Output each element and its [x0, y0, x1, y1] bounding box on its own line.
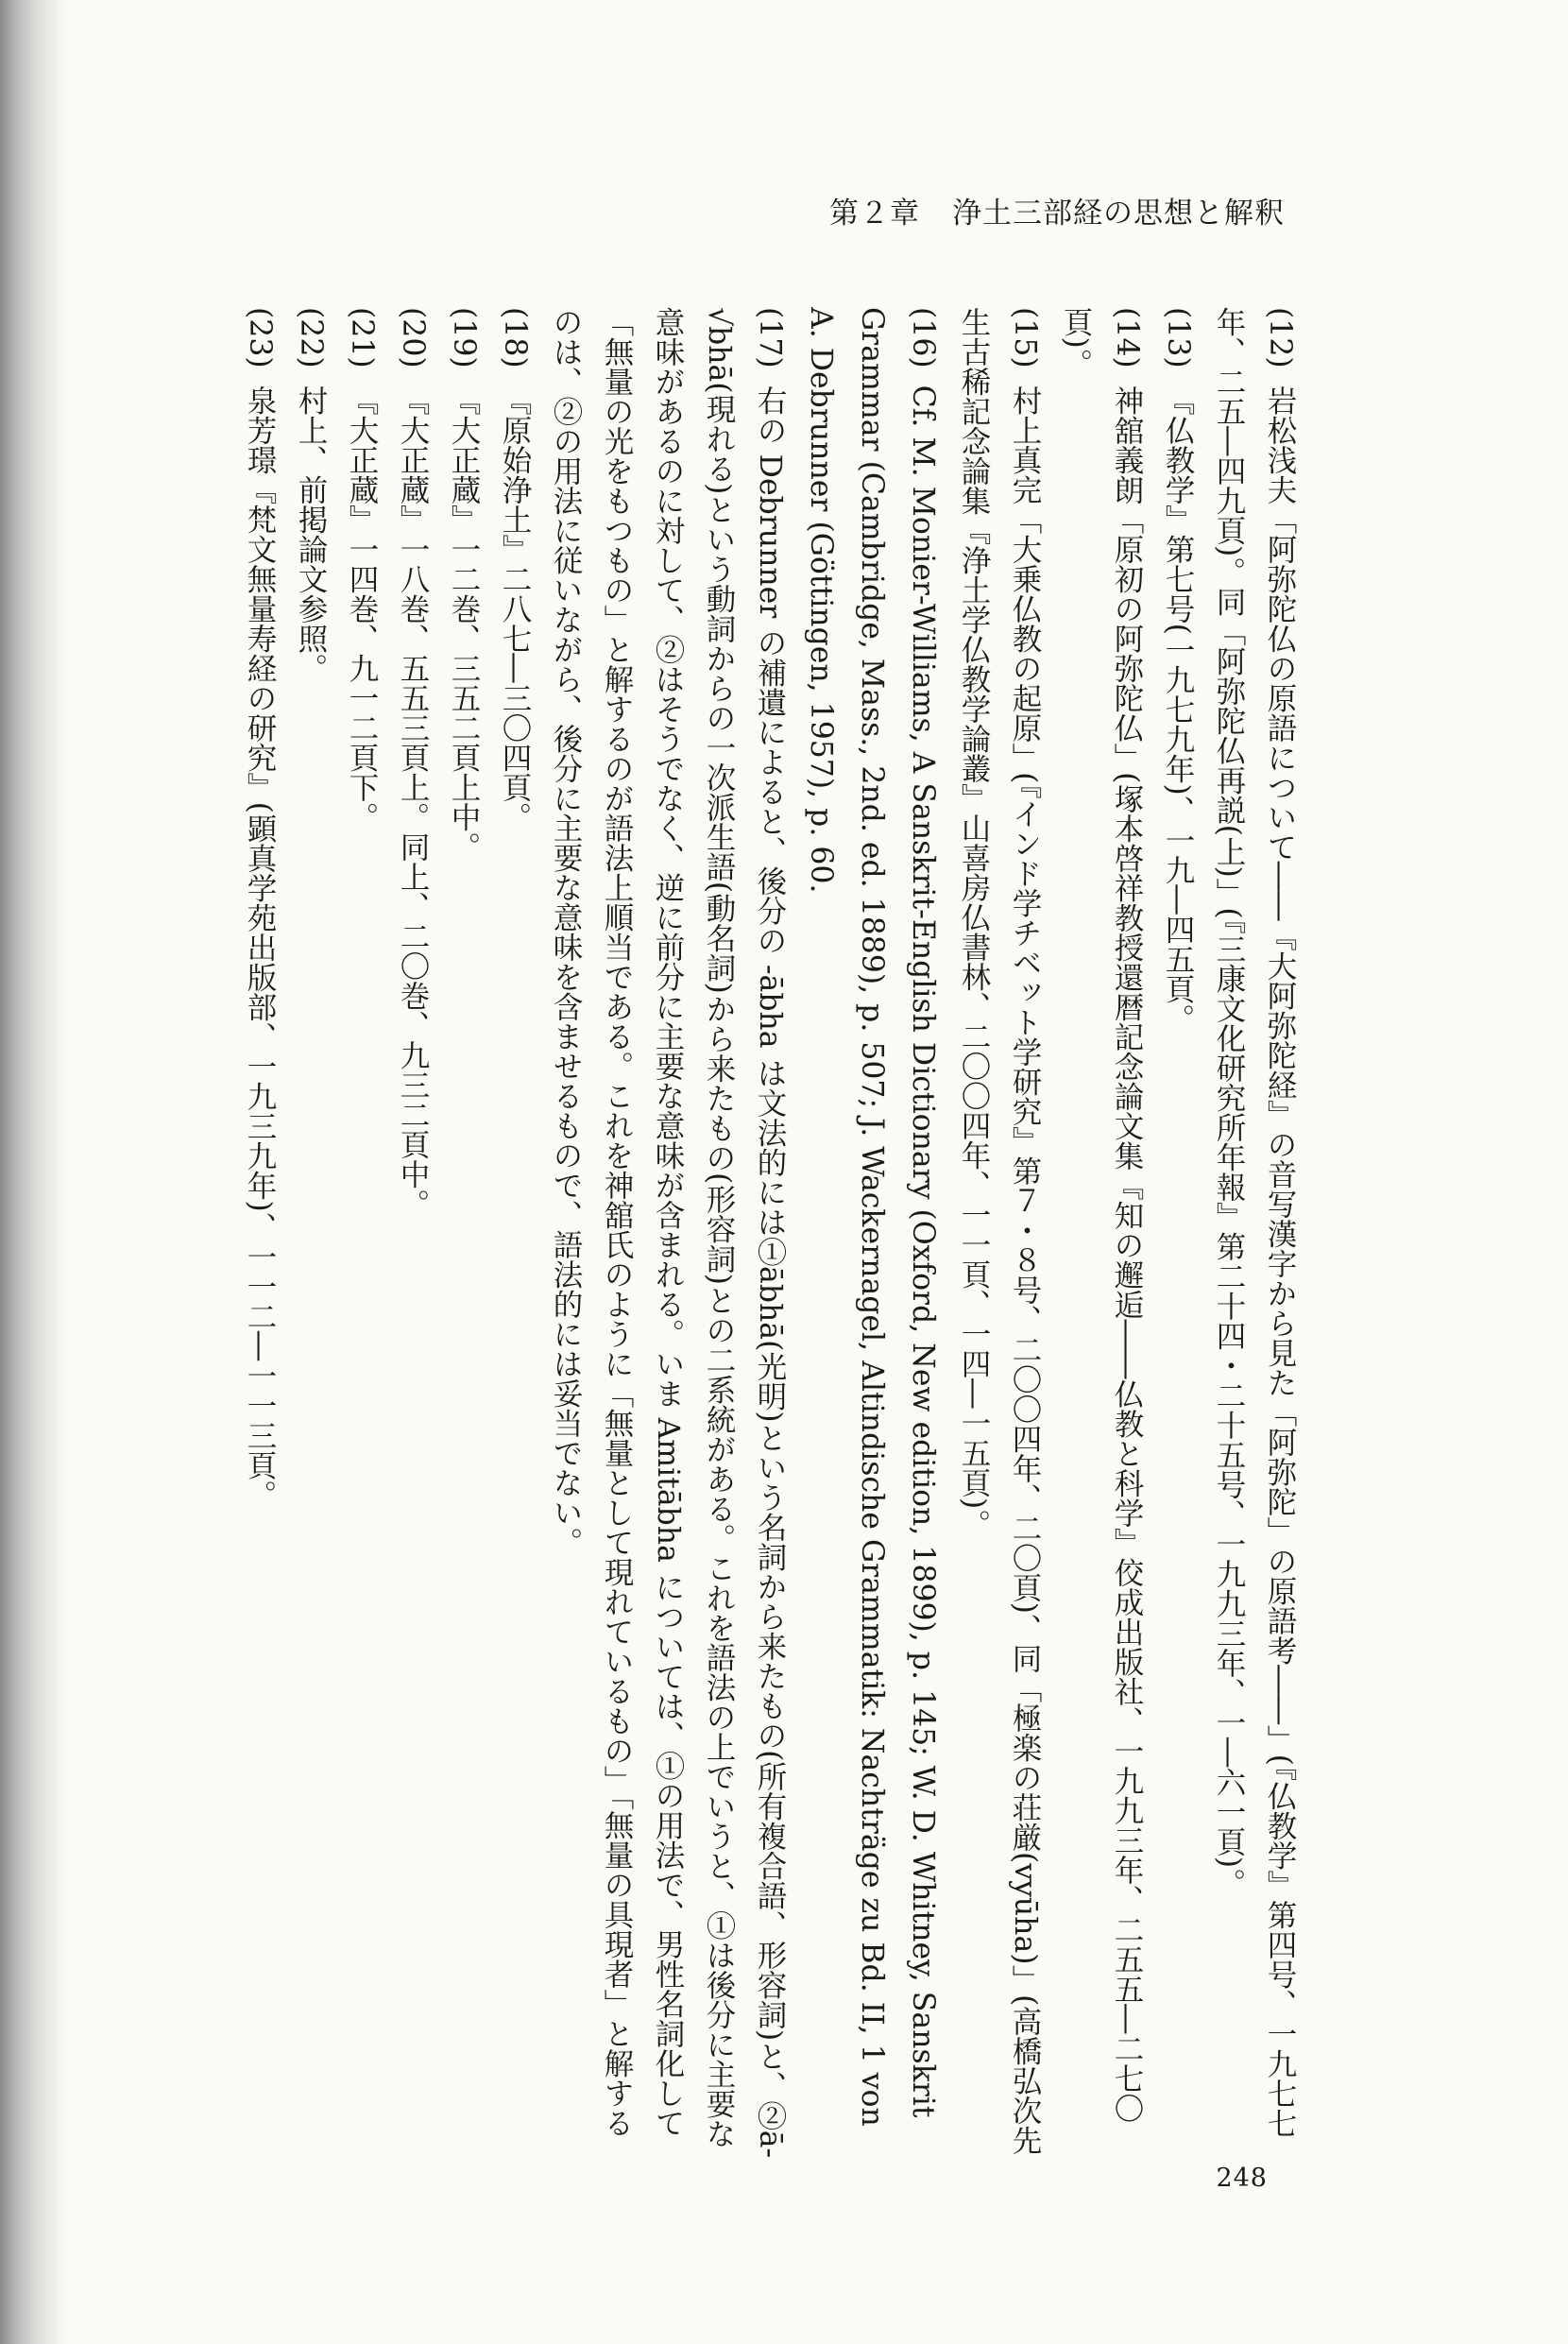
- endnotes-vertical: [210, 307, 1305, 2159]
- note-number: (12): [1263, 307, 1297, 368]
- note-number: (16): [906, 307, 940, 368]
- note-20: [387, 307, 438, 2159]
- note-text: 右の Debrunner の補遺によると、後分の -ābha は文法的には①ābhā(光明)という名詞から来たもの(所有複合語、形容詞)と、②ā-√bhā(現れる)という動詞からの一次派生語(動名詞)から来たもの(形容詞)との二系統がある。これを語法の上でいうと、①は後分に主要な意味があるのに対して、②はそうでなく、逆に前分に主要な意味が含まれる。いま Amitābha については、①の用法で、男性名詞化して「無量の光をもつもの」と解するのが語法上順当である。これを神舘氏のように「無量として現れているもの」「無量の具現者」と解するのは、②の用法に従いながら、後分に主要な意味を含ませるもので、語法的には妥当でない。: [549, 307, 787, 2159]
- note-13: [1152, 307, 1203, 2159]
- chapter-title: 浄土三部経の思想と解釈: [952, 197, 1285, 231]
- note-17: [540, 307, 795, 2159]
- note-number: (17): [753, 307, 787, 368]
- note-19: [438, 307, 489, 2159]
- note-number: (19): [447, 307, 481, 368]
- note-text: 村上、前掲論文参照。: [294, 385, 328, 683]
- note-number: (21): [345, 307, 379, 368]
- chapter-number: 第２章: [829, 197, 920, 231]
- note-text: Cf. M. Monier-Williams, A Sanskrit-English Dictionary (Oxford, New edition, 1899), p. 145; W. D. Whitney, Sanskrit Grammar (Cambridge, Mass., 2nd. ed. 1889), p. 507; J. Wackernagel, Altindische Grammatik: Nachträge zu Bd. II, 1 von A. Debrunner (Göttingen, 1957), p. 60.: [804, 307, 940, 2127]
- note-text: 『大正蔵』一二巻、三五二頁上中。: [447, 385, 481, 862]
- note-22: [285, 307, 336, 2159]
- note-16: [795, 307, 948, 2159]
- scan-shadow-edge: [0, 0, 66, 2344]
- note-text: 『原始浄土』二八七―三〇四頁。: [498, 385, 532, 832]
- note-number: (23): [243, 307, 277, 368]
- note-number: (13): [1161, 307, 1195, 368]
- note-text: 『仏教学』第七号(一九七九年)、一九―四五頁。: [1161, 385, 1195, 1034]
- running-head: [829, 189, 1285, 231]
- note-number: (20): [396, 307, 430, 368]
- note-number: (18): [498, 307, 532, 368]
- note-number: (15): [1008, 307, 1042, 368]
- note-text: 『大正蔵』一四巻、九一二頁下。: [345, 385, 379, 832]
- note-number: (22): [294, 307, 328, 368]
- note-number: (14): [1110, 307, 1144, 368]
- page-number: 248: [1216, 2164, 1268, 2193]
- note-text: 泉芳璟『梵文無量寿経の研究』(顕真学苑出版部、一九三九年)、一一二―一一三頁。: [243, 385, 277, 1510]
- note-text: 岩松浅夫「阿弥陀仏の原語について――『大阿弥陀経』の音写漢字から見た「阿弥陀」の原語考――」(『仏教学』第四号、一九七七年、二五―四九頁)。同「阿弥陀仏再説(上)」(『三康文化研究所年報』第二十四・二十五号、一九九三年、一―六一頁)。: [1212, 307, 1297, 2138]
- note-12: [1203, 307, 1305, 2159]
- note-text: 神舘義朗「原初の阿弥陀仏」(塚本啓祥教授還暦記念論文集『知の邂逅――仏教と科学』佼成出版社、一九九三年、二五五―二七〇頁)。: [1059, 307, 1144, 2123]
- note-text: 『大正蔵』一八巻、五五三頁上。同上、二〇巻、九三二頁中。: [396, 385, 430, 1219]
- note-18: [489, 307, 540, 2159]
- note-21: [336, 307, 387, 2159]
- note-15: [948, 307, 1050, 2159]
- note-14: [1050, 307, 1152, 2159]
- note-23: [234, 307, 285, 2159]
- note-text: 村上真完「大乗仏教の起原」(『インド学チベット学研究』第７・８号、二〇〇四年、二〇頁)、同「極楽の荘厳(vyūha)」(高橋弘次先生古稀記念論集『浄土学仏教学論叢』山喜房仏書林、二〇〇四年、一一頁、一四―一五頁)。: [957, 307, 1042, 2155]
